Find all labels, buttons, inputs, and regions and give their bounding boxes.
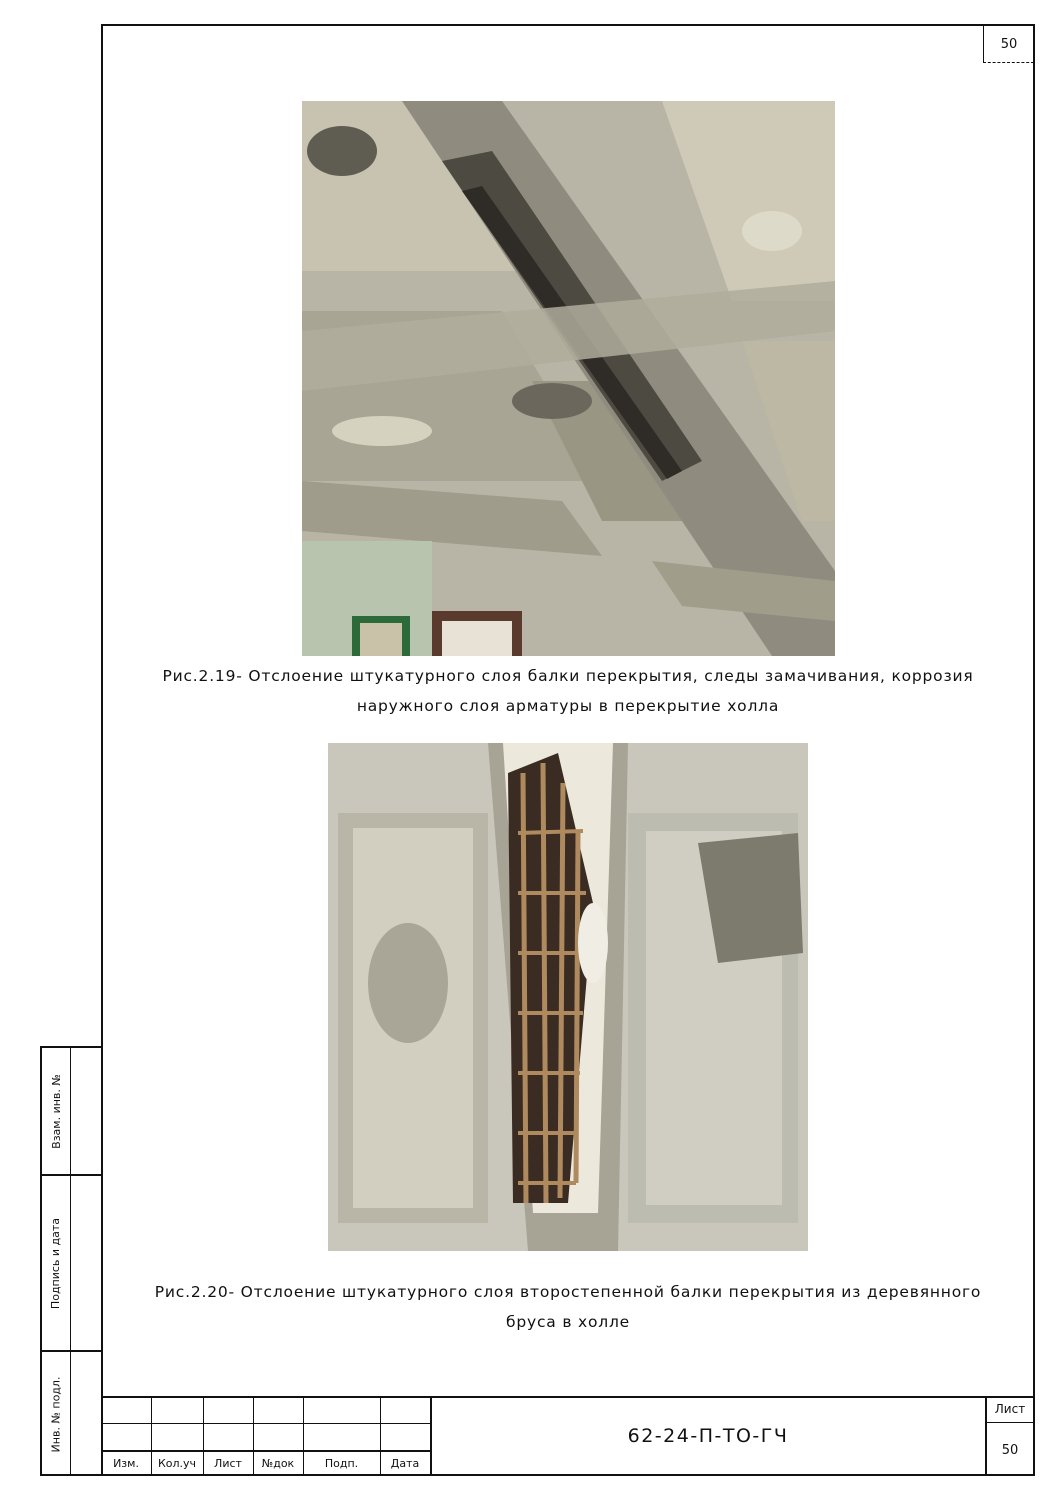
figure-2-19-caption-line1: Рис.2.19- Отслоение штукатурного слоя балки перекрытия, следы замачивания, коррозия: [162, 667, 974, 685]
figure-2-20-caption-line1: Рис.2.20- Отслоение штукатурного слоя второстепенной балки перекрытия из деревянного: [154, 1283, 982, 1301]
side-stamp: [40, 1046, 101, 1476]
side-stamp-field-replacement-inventory: Взам. инв. №: [49, 1073, 63, 1149]
side-stamp-field-original-inventory: Инв. № подл.: [49, 1376, 63, 1452]
sheet-number: 50: [1001, 1442, 1019, 1458]
top-page-number-text: 50: [1000, 36, 1018, 52]
tb-col-change: Изм.: [113, 1456, 139, 1470]
figure-2-19-caption-line2: наружного слоя арматуры в перекрытие холла: [356, 697, 780, 715]
tb-col-sheet: Лист: [214, 1456, 242, 1470]
figure-2-19-caption: [120, 661, 1016, 721]
figure-2-20-caption-line2: бруса в холле: [506, 1313, 630, 1331]
sheet-label: Лист: [994, 1402, 1026, 1416]
figure-2-20-photo: [328, 743, 808, 1251]
tb-col-signature: Подп.: [324, 1456, 359, 1470]
tb-col-doc-number: №док: [261, 1456, 295, 1470]
tb-col-date: Дата: [390, 1456, 420, 1470]
tb-col-count: Кол.уч: [157, 1456, 197, 1470]
top-page-number: [983, 26, 1034, 63]
document-code: 62-24-П-ТО-ГЧ: [627, 1425, 789, 1447]
side-stamp-field-signature-date: Подпись и дата: [49, 1217, 63, 1309]
figure-2-19-photo: [302, 101, 835, 656]
figure-2-20-caption: [120, 1277, 1016, 1337]
title-block: [101, 1396, 1035, 1476]
